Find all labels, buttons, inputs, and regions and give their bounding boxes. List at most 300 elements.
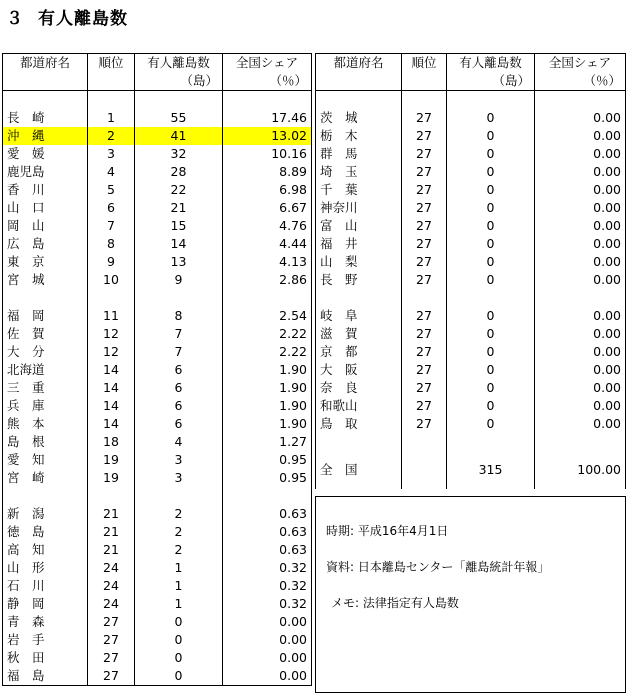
rank-cell: 14 [88, 415, 135, 433]
share-cell: 0.00 [535, 325, 626, 343]
share-cell: 1.27 [223, 433, 312, 451]
share-cell: 0.00 [535, 307, 626, 325]
rank-cell: 27 [88, 631, 135, 649]
prefecture-cell: 北海道 [3, 361, 88, 379]
island-count-cell: 6 [135, 361, 223, 379]
island-count-cell: 2 [135, 541, 223, 559]
island-count-cell: 2 [135, 523, 223, 541]
share-cell: 0.00 [535, 361, 626, 379]
rank-cell: 2 [88, 127, 135, 145]
rank-cell: 27 [402, 235, 447, 253]
share-cell: 2.86 [223, 271, 312, 289]
island-count-cell: 0 [447, 109, 535, 127]
spacer-cell [316, 289, 402, 307]
prefecture-cell: 福 島 [3, 667, 88, 686]
island-count-cell: 21 [135, 199, 223, 217]
share-cell: 4.13 [223, 253, 312, 271]
header-rank: 順位 [402, 54, 447, 73]
rank-cell: 7 [88, 217, 135, 235]
share-cell: 0.32 [223, 559, 312, 577]
island-count-cell: 0 [447, 145, 535, 163]
rank-cell: 8 [88, 235, 135, 253]
rank-cell: 27 [402, 127, 447, 145]
total-row [316, 451, 626, 489]
spacer-row [3, 487, 312, 505]
table-row [316, 235, 626, 253]
header-row [3, 54, 312, 73]
share-cell: 13.02 [223, 127, 312, 145]
header-share: 全国シェア [535, 54, 626, 73]
note-source-value: 日本離島センター「離島統計年報」 [357, 560, 550, 574]
rank-cell: 3 [88, 145, 135, 163]
table-row [3, 181, 312, 199]
prefecture-cell: 高 知 [3, 541, 88, 559]
island-count-cell: 0 [447, 127, 535, 145]
table-row [316, 253, 626, 271]
island-count-cell: 6 [135, 415, 223, 433]
table-row [3, 595, 312, 613]
island-count-cell: 0 [447, 217, 535, 235]
header-island-count: 有人離島数 [135, 54, 223, 73]
share-cell: 0.63 [223, 541, 312, 559]
island-count-cell: 55 [135, 109, 223, 127]
share-cell: 6.98 [223, 181, 312, 199]
prefecture-cell: 富 山 [316, 217, 402, 235]
share-cell: 1.90 [223, 415, 312, 433]
table-row [316, 415, 626, 433]
prefecture-cell: 山 口 [3, 199, 88, 217]
island-count-cell: 6 [135, 397, 223, 415]
table-row [3, 451, 312, 469]
spacer-cell [402, 91, 447, 110]
note-source [326, 558, 549, 575]
share-cell: 0.00 [535, 235, 626, 253]
share-cell: 1.90 [223, 397, 312, 415]
share-cell: 0.00 [535, 199, 626, 217]
spacer-cell [135, 289, 223, 307]
total-label-cell: 全 国 [316, 451, 402, 489]
island-count-cell: 0 [447, 199, 535, 217]
share-cell: 8.89 [223, 163, 312, 181]
island-count-cell: 0 [447, 181, 535, 199]
island-count-cell: 28 [135, 163, 223, 181]
sheet-title [6, 4, 128, 29]
table-row [316, 397, 626, 415]
spacer-cell [88, 487, 135, 505]
title-number: ３ [6, 9, 24, 29]
table-row [3, 307, 312, 325]
total-rank-cell [402, 451, 447, 489]
table-row [3, 163, 312, 181]
table-row [3, 559, 312, 577]
prefecture-cell: 沖 縄 [3, 127, 88, 145]
prefecture-cell: 島 根 [3, 433, 88, 451]
rank-cell: 10 [88, 271, 135, 289]
prefecture-cell: 鳥 取 [316, 415, 402, 433]
prefecture-cell: 長 野 [316, 271, 402, 289]
prefecture-cell: 和歌山 [316, 397, 402, 415]
header-unit-row [3, 72, 312, 91]
prefecture-cell: 大 阪 [316, 361, 402, 379]
header-blank [316, 72, 402, 91]
table-row [3, 505, 312, 523]
header-count-unit: （島） [447, 72, 535, 91]
share-cell: 4.76 [223, 217, 312, 235]
spacer-cell [223, 91, 312, 110]
header-island-count: 有人離島数 [447, 54, 535, 73]
header-blank [402, 72, 447, 91]
island-count-cell: 0 [447, 163, 535, 181]
table-row [3, 667, 312, 686]
rank-cell: 1 [88, 109, 135, 127]
spacer-cell [88, 289, 135, 307]
share-cell: 10.16 [223, 145, 312, 163]
prefecture-cell: 宮 城 [3, 271, 88, 289]
prefecture-cell: 京 都 [316, 343, 402, 361]
rank-cell: 24 [88, 577, 135, 595]
note-memo-label: メモ: [331, 596, 360, 610]
island-count-cell: 3 [135, 469, 223, 487]
island-count-cell: 0 [135, 649, 223, 667]
header-share-unit: （％） [535, 72, 626, 91]
rank-cell: 24 [88, 559, 135, 577]
header-row [316, 54, 626, 73]
spacer-cell [88, 91, 135, 110]
header-count-unit: （島） [135, 72, 223, 91]
table-row [316, 145, 626, 163]
table-row [3, 271, 312, 289]
prefecture-cell: 愛 知 [3, 451, 88, 469]
prefecture-cell: 山 梨 [316, 253, 402, 271]
share-cell: 0.00 [535, 145, 626, 163]
rank-cell: 27 [402, 181, 447, 199]
table-row [3, 577, 312, 595]
table-row [316, 307, 626, 325]
island-count-cell: 0 [447, 235, 535, 253]
spacer-cell [535, 433, 626, 451]
rank-cell: 21 [88, 505, 135, 523]
island-count-cell: 0 [135, 631, 223, 649]
share-cell: 0.00 [535, 163, 626, 181]
note-period-value: 平成16年4月1日 [357, 524, 449, 538]
table-row [316, 109, 626, 127]
spacer-cell [135, 487, 223, 505]
table-row [3, 541, 312, 559]
island-count-cell: 0 [447, 397, 535, 415]
share-cell: 0.00 [535, 343, 626, 361]
prefecture-cell: 岐 阜 [316, 307, 402, 325]
prefecture-cell: 三 重 [3, 379, 88, 397]
rank-cell: 27 [402, 145, 447, 163]
rank-cell: 12 [88, 343, 135, 361]
share-cell: 0.95 [223, 451, 312, 469]
header-blank [88, 72, 135, 91]
share-cell: 0.00 [223, 631, 312, 649]
prefecture-cell: 千 葉 [316, 181, 402, 199]
note-period [326, 522, 448, 539]
share-cell: 2.22 [223, 325, 312, 343]
header-unit-row [316, 72, 626, 91]
rank-cell: 27 [402, 307, 447, 325]
rank-cell: 27 [402, 253, 447, 271]
island-count-cell: 0 [447, 379, 535, 397]
title-text: 有人離島数 [38, 9, 128, 29]
share-cell: 0.00 [535, 127, 626, 145]
table-row [316, 163, 626, 181]
prefecture-cell: 栃 木 [316, 127, 402, 145]
rank-cell: 27 [88, 649, 135, 667]
island-count-cell: 41 [135, 127, 223, 145]
table-row [3, 325, 312, 343]
table-row [3, 199, 312, 217]
rank-cell: 14 [88, 397, 135, 415]
prefecture-cell: 福 岡 [3, 307, 88, 325]
share-cell: 0.00 [535, 253, 626, 271]
share-cell: 6.67 [223, 199, 312, 217]
prefecture-cell: 宮 崎 [3, 469, 88, 487]
island-count-cell: 8 [135, 307, 223, 325]
rank-cell: 27 [402, 361, 447, 379]
share-cell: 2.54 [223, 307, 312, 325]
prefecture-cell: 茨 城 [316, 109, 402, 127]
table-row [3, 397, 312, 415]
island-count-cell: 14 [135, 235, 223, 253]
share-cell: 17.46 [223, 109, 312, 127]
table-row [316, 271, 626, 289]
table-row [3, 217, 312, 235]
rank-cell: 27 [88, 613, 135, 631]
spacer-cell [316, 91, 402, 110]
spacer-cell [3, 487, 88, 505]
prefecture-cell: 滋 賀 [316, 325, 402, 343]
prefecture-cell: 徳 島 [3, 523, 88, 541]
island-count-cell: 1 [135, 559, 223, 577]
island-count-cell: 0 [447, 253, 535, 271]
island-count-cell: 1 [135, 577, 223, 595]
spacer-cell [402, 289, 447, 307]
rank-cell: 27 [402, 109, 447, 127]
total-share-cell: 100.00 [535, 451, 626, 489]
prefecture-cell: 岡 山 [3, 217, 88, 235]
spacer-cell [535, 289, 626, 307]
share-cell: 0.00 [535, 397, 626, 415]
header-rank: 順位 [88, 54, 135, 73]
prefecture-cell: 東 京 [3, 253, 88, 271]
prefecture-cell: 秋 田 [3, 649, 88, 667]
island-count-cell: 9 [135, 271, 223, 289]
table-row [316, 127, 626, 145]
note-period-label: 時期: [326, 524, 355, 538]
share-cell: 0.63 [223, 523, 312, 541]
prefecture-cell: 香 川 [3, 181, 88, 199]
table-row [3, 631, 312, 649]
prefecture-cell: 熊 本 [3, 415, 88, 433]
header-share: 全国シェア [223, 54, 312, 73]
table-row [3, 433, 312, 451]
rank-cell: 27 [402, 397, 447, 415]
prefecture-cell: 神奈川 [316, 199, 402, 217]
table-row [316, 199, 626, 217]
rank-cell: 11 [88, 307, 135, 325]
spacer-cell [3, 289, 88, 307]
rank-cell: 14 [88, 379, 135, 397]
prefecture-cell: 石 川 [3, 577, 88, 595]
island-count-cell: 0 [447, 307, 535, 325]
rank-cell: 27 [402, 343, 447, 361]
rank-cell: 19 [88, 469, 135, 487]
island-count-cell: 0 [447, 343, 535, 361]
rank-cell: 27 [402, 379, 447, 397]
island-count-cell: 0 [447, 271, 535, 289]
prefecture-cell: 兵 庫 [3, 397, 88, 415]
share-cell: 0.00 [535, 217, 626, 235]
share-cell: 0.00 [535, 181, 626, 199]
table-row [316, 217, 626, 235]
spacer-row [316, 289, 626, 307]
rank-cell: 21 [88, 541, 135, 559]
island-count-cell: 7 [135, 325, 223, 343]
note-memo [331, 594, 459, 611]
rank-cell: 27 [402, 217, 447, 235]
table-row [3, 343, 312, 361]
rank-cell: 27 [402, 325, 447, 343]
table-row [3, 649, 312, 667]
share-cell: 0.00 [535, 415, 626, 433]
prefecture-cell: 福 井 [316, 235, 402, 253]
prefecture-cell: 埼 玉 [316, 163, 402, 181]
left-table [2, 53, 312, 686]
rank-cell: 5 [88, 181, 135, 199]
prefecture-cell: 広 島 [3, 235, 88, 253]
rank-cell: 27 [402, 271, 447, 289]
table-row [316, 343, 626, 361]
share-cell: 0.00 [223, 649, 312, 667]
spacer-cell [223, 487, 312, 505]
island-count-cell: 0 [447, 361, 535, 379]
prefecture-cell: 佐 賀 [3, 325, 88, 343]
island-count-cell: 0 [135, 667, 223, 686]
island-count-cell: 15 [135, 217, 223, 235]
table-row [3, 127, 312, 145]
share-cell: 0.00 [223, 667, 312, 686]
prefecture-cell: 青 森 [3, 613, 88, 631]
header-prefecture: 都道府名 [3, 54, 88, 73]
share-cell: 0.00 [535, 379, 626, 397]
share-cell: 0.00 [535, 109, 626, 127]
table-row [3, 415, 312, 433]
prefecture-cell: 愛 媛 [3, 145, 88, 163]
prefecture-cell: 群 馬 [316, 145, 402, 163]
prefecture-cell: 静 岡 [3, 595, 88, 613]
island-count-cell: 13 [135, 253, 223, 271]
share-cell: 0.00 [223, 613, 312, 631]
island-count-cell: 7 [135, 343, 223, 361]
spacer-cell [447, 91, 535, 110]
rank-cell: 27 [402, 415, 447, 433]
total-count-cell: 315 [447, 451, 535, 489]
table-row [3, 379, 312, 397]
table-row [316, 379, 626, 397]
island-count-cell: 6 [135, 379, 223, 397]
island-count-cell: 4 [135, 433, 223, 451]
rank-cell: 6 [88, 199, 135, 217]
header-share-unit: （％） [223, 72, 312, 91]
spacer-cell [402, 433, 447, 451]
prefecture-cell: 大 分 [3, 343, 88, 361]
prefecture-cell: 長 崎 [3, 109, 88, 127]
spacer-row [316, 91, 626, 110]
share-cell: 0.63 [223, 505, 312, 523]
table-row [316, 325, 626, 343]
table-row [3, 361, 312, 379]
prefecture-cell: 奈 良 [316, 379, 402, 397]
island-count-cell: 3 [135, 451, 223, 469]
island-count-cell: 0 [447, 325, 535, 343]
share-cell: 0.95 [223, 469, 312, 487]
rank-cell: 18 [88, 433, 135, 451]
rank-cell: 19 [88, 451, 135, 469]
share-cell: 2.22 [223, 343, 312, 361]
table-row [3, 109, 312, 127]
spacer-cell [447, 289, 535, 307]
table-row [3, 235, 312, 253]
prefecture-cell: 新 潟 [3, 505, 88, 523]
spacer-cell [3, 91, 88, 110]
table-row [3, 469, 312, 487]
share-cell: 4.44 [223, 235, 312, 253]
rank-cell: 21 [88, 523, 135, 541]
share-cell: 1.90 [223, 379, 312, 397]
share-cell: 1.90 [223, 361, 312, 379]
spacer-cell [316, 433, 402, 451]
spacer-row [316, 433, 626, 451]
rank-cell: 27 [402, 199, 447, 217]
table-row [3, 145, 312, 163]
rank-cell: 27 [402, 163, 447, 181]
note-memo-value: 法律指定有人島数 [362, 596, 459, 610]
table-row [3, 613, 312, 631]
table-row [316, 181, 626, 199]
header-blank [3, 72, 88, 91]
table-row [3, 523, 312, 541]
table-row [3, 253, 312, 271]
island-count-cell: 2 [135, 505, 223, 523]
island-count-cell: 1 [135, 595, 223, 613]
rank-cell: 27 [88, 667, 135, 686]
island-count-cell: 0 [135, 613, 223, 631]
prefecture-cell: 山 形 [3, 559, 88, 577]
share-cell: 0.32 [223, 577, 312, 595]
note-source-label: 資料: [326, 560, 355, 574]
spacer-cell [223, 289, 312, 307]
right-table [315, 53, 626, 489]
spacer-row [3, 289, 312, 307]
rank-cell: 24 [88, 595, 135, 613]
share-cell: 0.00 [535, 271, 626, 289]
prefecture-cell: 岩 手 [3, 631, 88, 649]
spacer-cell [535, 91, 626, 110]
island-count-cell: 22 [135, 181, 223, 199]
spacer-cell [447, 433, 535, 451]
rank-cell: 12 [88, 325, 135, 343]
spacer-row [3, 91, 312, 110]
rank-cell: 14 [88, 361, 135, 379]
share-cell: 0.32 [223, 595, 312, 613]
rank-cell: 4 [88, 163, 135, 181]
island-count-cell: 32 [135, 145, 223, 163]
prefecture-cell: 鹿児島 [3, 163, 88, 181]
header-prefecture: 都道府名 [316, 54, 402, 73]
